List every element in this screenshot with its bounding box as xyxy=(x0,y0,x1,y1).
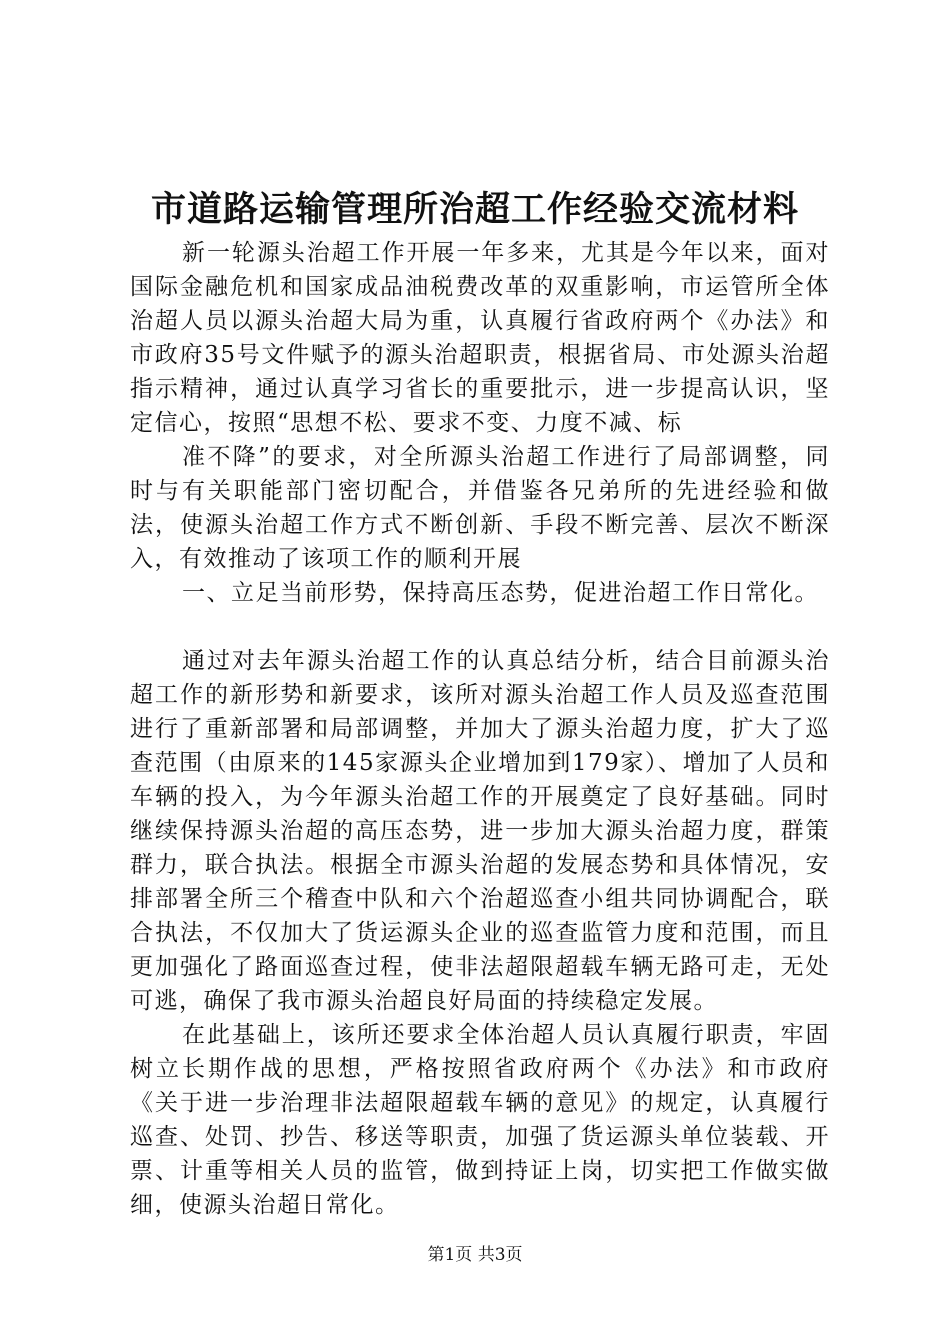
section-heading-1: 一、立足当前形势，保持高压态势，促进治超工作日常化。 xyxy=(182,580,819,606)
paragraph-intro-continued: 准不降”的要求，对全所源头治超工作进行了局部调整，同时与有关职能部门密切配合，并借鉴各兄弟所的先进经验和做法，使源头治超工作方式不断创新、手段不断完善、层次不断深入，有效推动了该项工作的顺利开展 xyxy=(130,444,830,572)
paragraph-section-1: 通过对去年源头治超工作的认真总结分析，结合目前源头治超工作的新形势和新要求，该所对源头治超工作人员及巡查范围进行了重新部署和局部调整，并加大了源头治超力度，扩大了巡查范围（由原来的145家源头企业增加到179家）、增加了人员和车辆的投入，为今年源头治超工作的开展奠定了良好基础。同时继续保持源头治超的高压态势，进一步加大源头治超力度，群策群力，联合执法。根据全市源头治超的发展态势和具体情况，安排部署全所三个稽查中队和六个治超巡查小组共同协调配合，联合执法，不仅加大了货运源头企业的巡查监管力度和范围，而且更加强化了路面巡查过程，使非法超限超载车辆无路可走，无处可逃，确保了我市源头治超良好局面的持续稳定发展。 xyxy=(130,648,830,1014)
paragraph-section-1-continued: 在此基础上，该所还要求全体治超人员认真履行职责，牢固树立长期作战的思想，严格按照省政府两个《办法》和市政府《关于进一步治理非法超限超载车辆的意见》的规定，认真履行巡查、处罚、抄告、移送等职责，加强了货运源头单位装载、开票、计重等相关人员的监管，做到持证上岗，切实把工作做实做细，使源头治超日常化。 xyxy=(130,1022,830,1218)
document-title: 市道路运输管理所治超工作经验交流材料 xyxy=(150,189,799,230)
document-body xyxy=(130,236,830,1222)
page-footer: 第1页 共3页 xyxy=(427,1245,523,1265)
paragraph-intro: 新一轮源头治超工作开展一年多来，尤其是今年以来，面对国际金融危机和国家成品油税费改革的双重影响，市运管所全体治超人员以源头治超大局为重，认真履行省政府两个《办法》和市政府35号文件赋予的源头治超职责，根据省局、市处源头治超指示精神，通过认真学习省长的重要批示，进一步提高认识，坚定信心，按照“思想不松、要求不变、力度不减、标 xyxy=(130,240,830,436)
